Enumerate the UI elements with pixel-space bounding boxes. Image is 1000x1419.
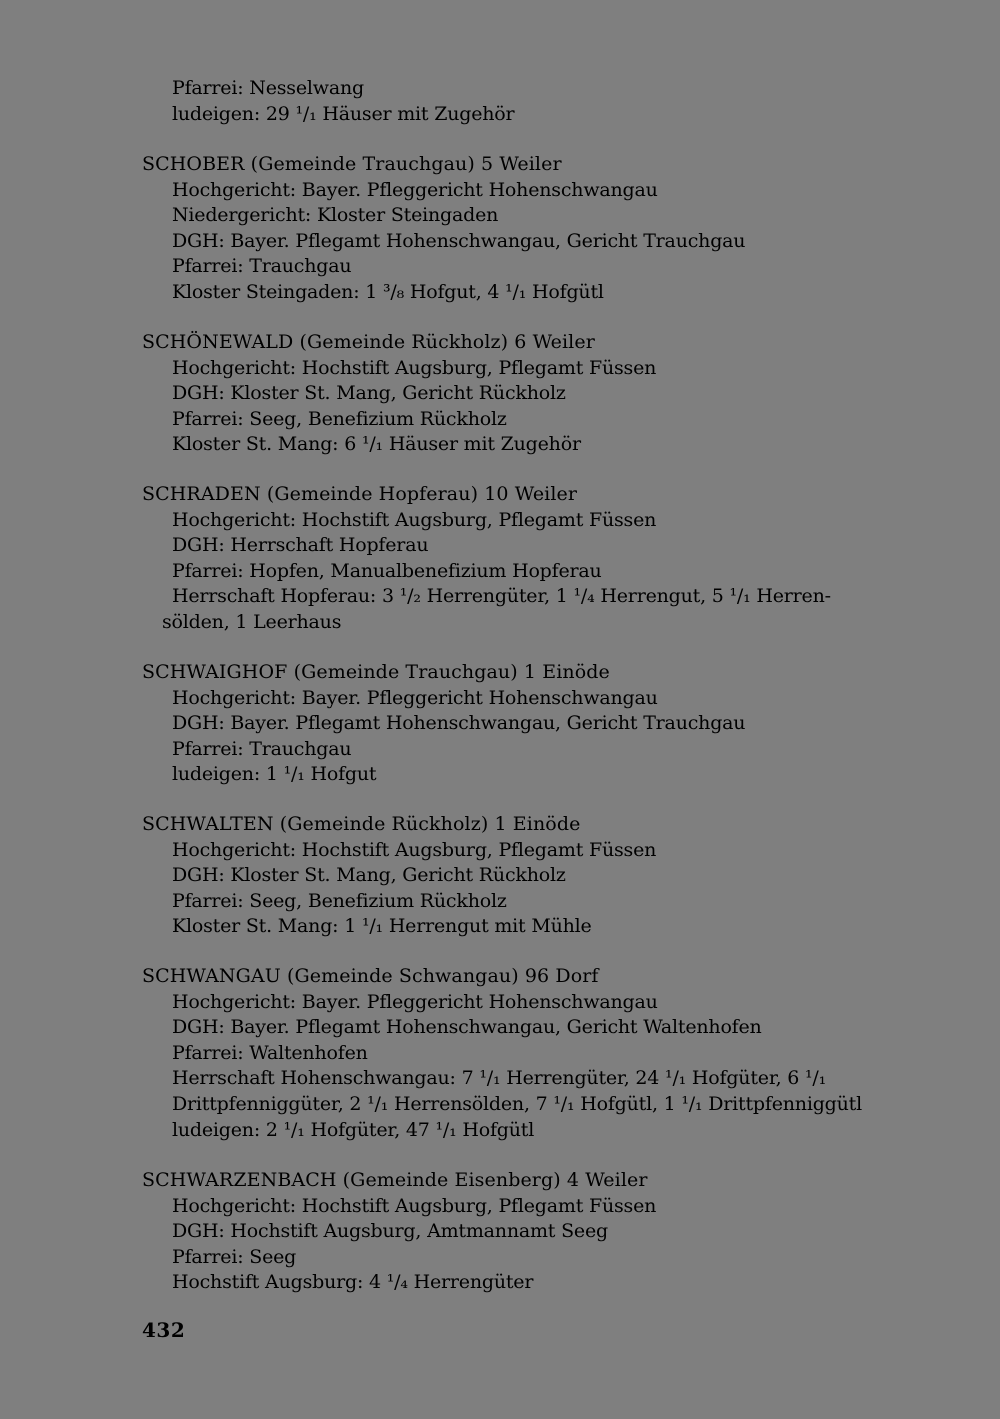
entry-line: Pfarrei: Hopfen, Manualbenefizium Hopferau [172, 559, 602, 582]
entry-line: Drittpfenniggüter, 2 ¹/₁ Herrensölden, 7 ¹/₁ Hofgütl, 1 ¹/₁ Drittpfenniggütl [172, 1092, 862, 1115]
entry-line: Herrschaft Hohenschwangau: 7 ¹/₁ Herrengüter, 24 ¹/₁ Hofgüter, 6 ¹/₁ [172, 1067, 827, 1090]
entry-heading: SCHWANGAU (Gemeinde Schwangau) 96 Dorf [142, 965, 599, 987]
entry-line: Hochgericht: Bayer. Pfleggericht Hohenschwangau [172, 178, 658, 201]
entry-heading: SCHOBER (Gemeinde Trauchgau) 5 Weiler [142, 153, 562, 175]
entry-heading: SCHWALTEN (Gemeinde Rückholz) 1 Einöde [142, 813, 581, 835]
entry-line: DGH: Kloster St. Mang, Gericht Rückholz [172, 382, 566, 405]
carryover-line: Pfarrei: Nesselwang [172, 77, 364, 99]
entry-schwarzenbach [142, 1168, 882, 1296]
entry-line: Hochgericht: Hochstift Augsburg, Pflegamt Füssen [172, 356, 657, 379]
entry-schraden [142, 482, 882, 636]
entry-continuation-line: sölden, 1 Leerhaus [162, 610, 342, 633]
entry-line: Niedergericht: Kloster Steingaden [172, 204, 499, 227]
entry-line: Hochgericht: Hochstift Augsburg, Pflegamt Füssen [172, 1194, 657, 1217]
entry-schoenewald [142, 330, 882, 458]
entry-line: Kloster Steingaden: 1 ³/₈ Hofgut, 4 ¹/₁ Hofgütl [172, 280, 604, 303]
entry-line: ludeigen: 1 ¹/₁ Hofgut [172, 763, 377, 786]
entry-line: DGH: Hochstift Augsburg, Amtmannamt Seeg [172, 1220, 608, 1243]
carryover-block [142, 76, 882, 127]
entry-line: Pfarrei: Seeg [172, 1245, 297, 1268]
entry-line: Kloster St. Mang: 1 ¹/₁ Herrengut mit Mühle [172, 915, 592, 938]
entry-line: ludeigen: 2 ¹/₁ Hofgüter, 47 ¹/₁ Hofgütl [172, 1118, 535, 1141]
entry-line: Pfarrei: Trauchgau [172, 255, 352, 278]
entry-line: Hochgericht: Bayer. Pfleggericht Hohenschwangau [172, 686, 658, 709]
entry-line: DGH: Bayer. Pflegamt Hohenschwangau, Gericht Trauchgau [172, 712, 746, 735]
entry-heading: SCHÖNEWALD (Gemeinde Rückholz) 6 Weiler [142, 331, 595, 353]
entry-schober [142, 152, 882, 306]
entry-line: Pfarrei: Seeg, Benefizium Rückholz [172, 889, 507, 912]
entry-heading: SCHWAIGHOF (Gemeinde Trauchgau) 1 Einöde [142, 661, 610, 683]
entry-line: DGH: Bayer. Pflegamt Hohenschwangau, Gericht Trauchgau [172, 229, 746, 252]
entry-line: DGH: Herrschaft Hopferau [172, 534, 429, 557]
entry-schwangau [142, 964, 882, 1143]
entry-line: Hochgericht: Bayer. Pfleggericht Hohenschwangau [172, 990, 658, 1013]
entry-line: Herrschaft Hopferau: 3 ¹/₂ Herrengüter, 1 ¹/₄ Herrengut, 5 ¹/₁ Herren- [172, 585, 831, 608]
entry-line: Pfarrei: Trauchgau [172, 737, 352, 760]
entry-line: Pfarrei: Waltenhofen [172, 1041, 368, 1064]
entry-line: DGH: Kloster St. Mang, Gericht Rückholz [172, 864, 566, 887]
entry-heading: SCHRADEN (Gemeinde Hopferau) 10 Weiler [142, 483, 578, 505]
entry-line: DGH: Bayer. Pflegamt Hohenschwangau, Gericht Waltenhofen [172, 1016, 762, 1039]
entry-schwalten [142, 812, 882, 940]
entry-line: Hochstift Augsburg: 4 ¹/₄ Herrengüter [172, 1271, 534, 1294]
entry-line: Hochgericht: Hochstift Augsburg, Pflegamt Füssen [172, 838, 657, 861]
entry-line: Kloster St. Mang: 6 ¹/₁ Häuser mit Zugehör [172, 433, 581, 456]
carryover-line: ludeigen: 29 ¹/₁ Häuser mit Zugehör [172, 102, 515, 125]
entry-heading: SCHWARZENBACH (Gemeinde Eisenberg) 4 Weiler [142, 1169, 648, 1191]
entry-line: Hochgericht: Hochstift Augsburg, Pflegamt Füssen [172, 508, 657, 531]
entry-line: Pfarrei: Seeg, Benefizium Rückholz [172, 407, 507, 430]
entry-schwaighof [142, 660, 882, 788]
page-number: 432 [142, 1318, 186, 1342]
